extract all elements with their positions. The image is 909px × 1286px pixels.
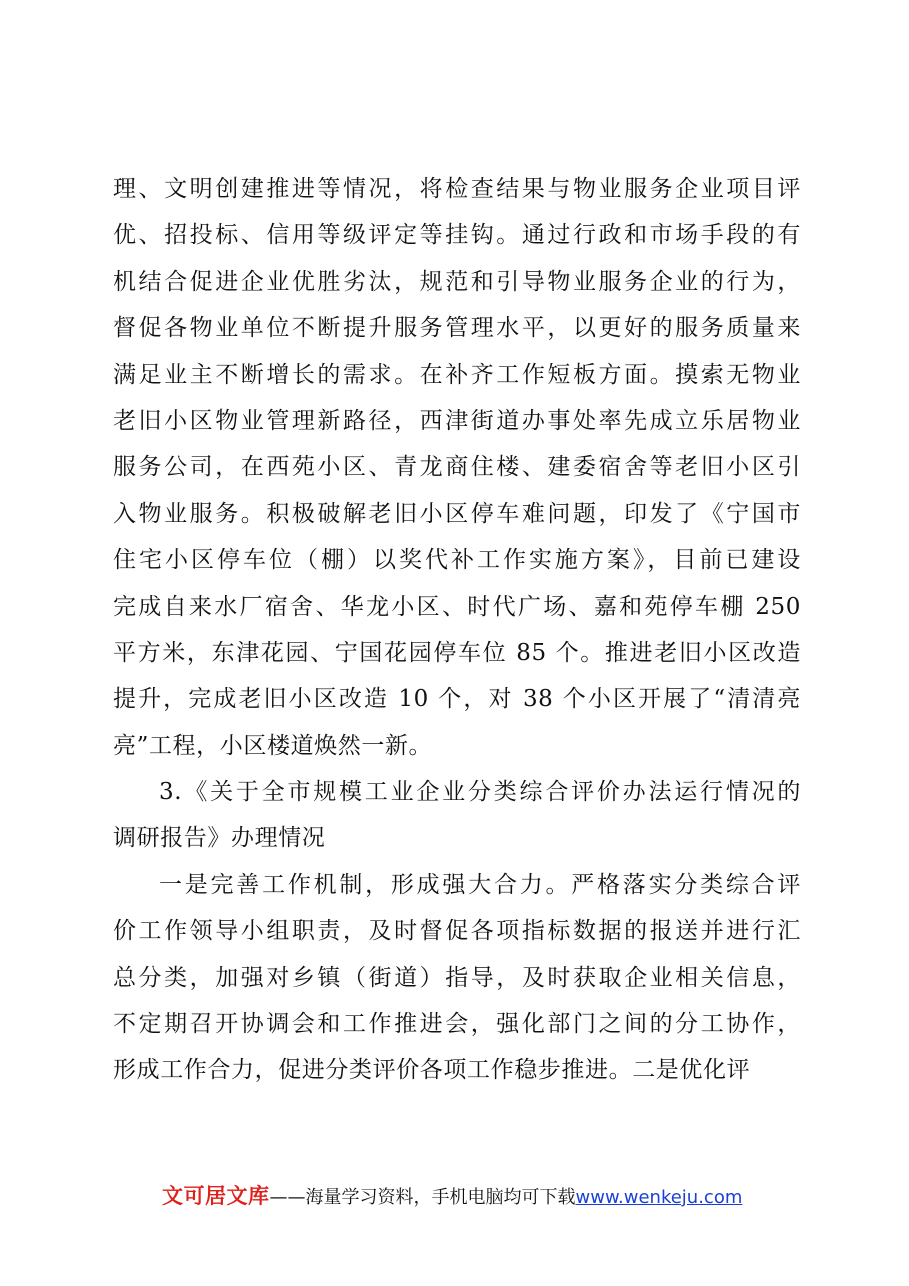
document-body (113, 166, 801, 1094)
text-line: 亮”工程，小区楼道焕然一新。 (113, 732, 433, 759)
text-line: 完成自来水厂宿舍、华龙小区、时代广场、嘉和苑停车棚 250 (113, 593, 801, 620)
text-line: 入物业服务。积极破解老旧小区停车难问题，印发了《宁国市 (113, 500, 801, 527)
text-line: 不定期召开协调会和工作推进会，强化部门之间的分工协作， (113, 1011, 801, 1038)
footer-tagline: ——海量学习资料，手机电脑均可下载 (269, 1187, 576, 1208)
text-line: 满足业主不断增长的需求。在补齐工作短板方面。摸索无物业 (113, 361, 801, 388)
text-line: 优、招投标、信用等级评定等挂钩。通过行政和市场手段的有 (113, 222, 801, 249)
footer-brand: 文可居文库 (162, 1184, 270, 1208)
text-line: 督促各物业单位不断提升服务管理水平，以更好的服务质量来 (113, 315, 801, 342)
paragraph (113, 769, 801, 862)
text-line: 3.《关于全市规模工业企业分类综合评价办法运行情况的 (159, 779, 801, 806)
text-line: 服务公司，在西苑小区、青龙商住楼、建委宿舍等老旧小区引 (113, 454, 801, 481)
text-line: 机结合促进企业优胜劣汰，规范和引导物业服务企业的行为， (113, 268, 801, 295)
footer-site-link[interactable]: www.wenkeju.com (575, 1187, 743, 1208)
text-line: 调研报告》办理情况 (113, 825, 326, 852)
text-line: 平方米，东津花园、宁国花园停车位 85 个。推进老旧小区改造 (113, 639, 801, 666)
text-line: 住宅小区停车位（棚）以奖代补工作实施方案》，目前已建设 (113, 547, 801, 574)
text-line: 总分类，加强对乡镇（街道）指导，及时获取企业相关信息， (113, 964, 801, 991)
paragraph (113, 862, 801, 1094)
text-line: 价工作领导小组职责，及时督促各项指标数据的报送并进行汇 (113, 918, 801, 945)
text-line: 老旧小区物业管理新路径，西津街道办事处率先成立乐居物业 (113, 407, 801, 434)
text-line: 提升，完成老旧小区改造 10 个，对 38 个小区开展了“清清亮 (113, 686, 801, 713)
paragraph (113, 166, 801, 769)
text-line: 形成工作合力，促进分类评价各项工作稳步推进。二是优化评 (113, 1057, 751, 1084)
text-line: 一是完善工作机制，形成强大合力。严格落实分类综合评 (159, 871, 801, 898)
watermark-footer (162, 1181, 742, 1211)
text-line: 理、文明创建推进等情况，将检查结果与物业服务企业项目评 (113, 176, 801, 202)
